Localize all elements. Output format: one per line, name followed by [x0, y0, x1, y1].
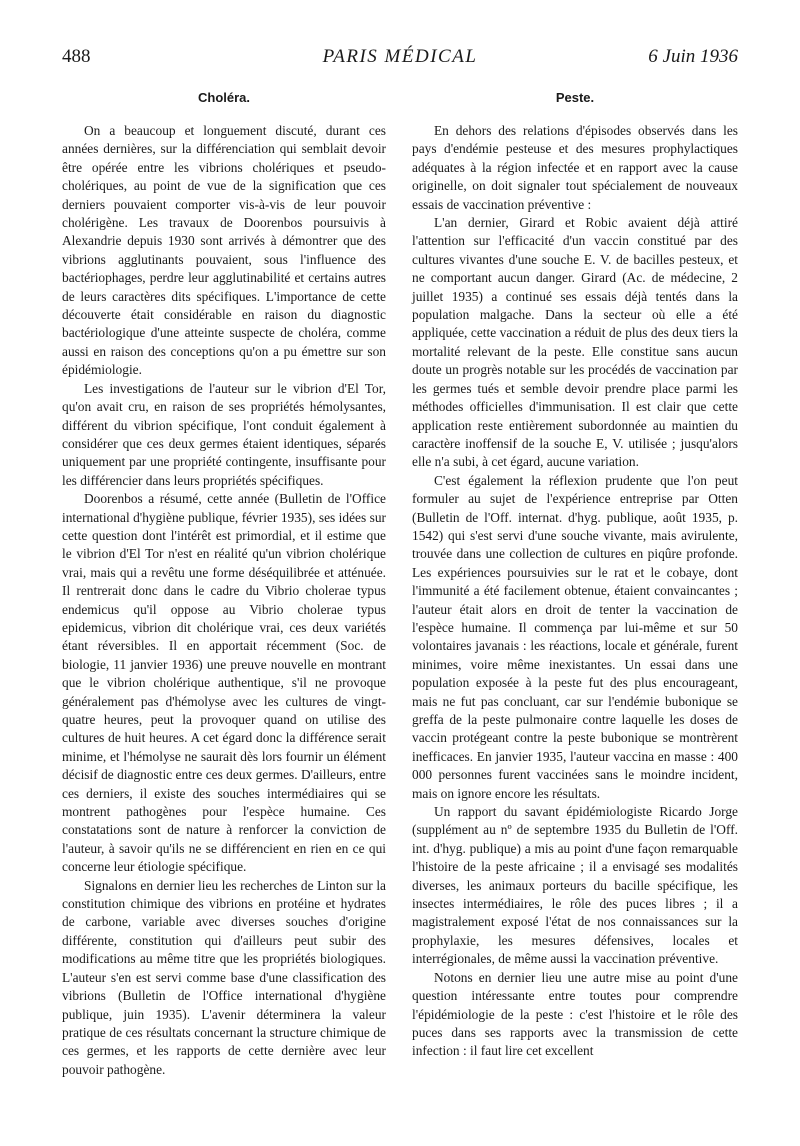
- cholera-paragraph: Les investigations de l'auteur sur le vibrion d'El Tor, qu'on avait cru, en raison de ses propriétés hémolysantes, différent du vibrion spécifique, l'ont conduit également à considérer que ces deux germes étaient identiques, séparés uniquement par une propriété contingente, insuffisante pour les différencier dans leurs propriétés spécifiques.: [62, 380, 386, 488]
- peste-paragraph: C'est également la réflexion prudente que l'on peut formuler au sujet de l'expérience entreprise par Otten (Bulletin de l'Off. internat. d'hyg. publique, août 1935, p. 1542) qui s'est servi d'une souche vivante, mais avirulente, trouvée dans une collection de cultures en piqûre profonde. Les expériences poursuivies sur le rat et le cobaye, dont l'immunité a été facilement obtenue, étaient convaincantes ; l'auteur était alors en droit de tenter la vaccination de l'espèce humaine. Il commença par lui-même et sur 50 volontaires javanais : les réactions, locale et générale, furent minimes, voire même inexistantes. Un essai dans une population exposée à la peste fut des plus encourageant, mais ne fut pas concluant, car sur l'endémie bubonique se greffa de la peste pulmonaire contre laquelle les doses de vaccin protégeant contre la peste bubonique se montrèrent inefficaces. En janvier 1935, l'auteur vaccina en masse : 400 000 personnes furent vaccinées sans le moindre incident, mais on ignore encore les résultats.: [412, 472, 738, 801]
- peste-paragraph: Un rapport du savant épidémiologiste Ricardo Jorge (supplément au nº de septembre 1935 du Bulletin de l'Off. int. d'hyg. publique) a mis au point d'une façon remarquable l'histoire de la peste africaine ; il a envisagé ses modalités diverses, les animaux porteurs du bacille spécifique, les insectes intermédiaires, le rôle des puces libres ; il a magistralement exposé l'état de nos connaissances sur la prophylaxie, les mesures défensives, locales et interrégionales, de même aussi la vaccination préventive.: [412, 804, 738, 967]
- cholera-paragraph: Doorenbos a résumé, cette année (Bulletin de l'Office international d'hygiène publique, février 1935), ses idées sur cette question dont l'intérêt est primordial, et il estime que le vibrion d'El Tor n'est en réalité qu'un vibrion cholérique vrai, mais qui a revêtu une forme déséquilibrée et atténuée. Il rentrerait donc dans le cadre du Vibrio cholerae typus endemicus qu'il oppose au Vibrio cholerae typus epidemicus, vibrion dit cholérique vrai, ces deux variétés étant réversibles. Il en apportait récemment (Soc. de biologie, 11 janvier 1936) une preuve nouvelle en montrant que le vibrion cholérique authentique, s'il ne provoque généralement pas d'hémolyse avec les cultures de vingt-quatre heures, peut la provoquer quand on utilise des cultures de huit heures. A cet égard donc la différence serait minime, et l'hémolyse ne saurait dès lors fournir un élément décisif de diagnostic entre ces deux germes. D'ailleurs, entre ces derniers, il existe des souches intermédiaires qui se montrent pathogènes pour l'espèce humaine. Ces constatations sont de nature à renforcer la conviction de l'auteur, à savoir qu'ils ne se différencient en rien en ce qui concerne leur étiologie spécifique.: [62, 491, 386, 875]
- page-number: 488: [62, 46, 91, 67]
- cholera-paragraph: On a beaucoup et longuement discuté, durant ces années dernières, sur la différenciation qui semblait devoir être opérée entre les vibrions cholériques et pseudo-cholériques, au point de vue de la signification que ces derniers pouvaient comporter vis-à-vis de leur pouvoir cholérigène. Les travaux de Doorenbos poursuivis à Alexandrie depuis 1930 sont arrivés à démontrer que des vibrions agglutinants pouvaient, sous l'influence des bactériophages, perdre leur agglutinabilité et certains autres de leurs caractères dits spécifiques. L'importance de cette découverte était considérable en raison du diagnostic bactériologique d'une atteinte suspecte de choléra, comme aussi en raison des conceptions qu'on a pu émettre sur son épidémiologie.: [62, 123, 386, 378]
- peste-paragraph: L'an dernier, Girard et Robic avaient déjà attiré l'attention sur l'efficacité d'un vaccin constitué par des cultures vivantes d'une souche E. V. de bacilles pesteux, et ne comportant aucun danger. Girard (Ac. de médecine, 2 juillet 1935) a continué ses essais déjà tentés dans la population malgache. Dans la secteur où elle a été appliquée, cette vaccination a réduit de plus des deux tiers la mortalité relevant de la peste. Elle constitue sans aucun doute un progrès notable sur les procédés de vaccination par les germes tués et semble devoir prendre place parmi les méthodes officielles d'immunisation. Il est clair que cette application reste entièrement subordonnée au maintien du caractère inoffensif de la souche E, V. utilisée ; jusqu'alors elle n'a subi, à cet égard, aucune variation.: [412, 215, 738, 470]
- peste-paragraph: Notons en dernier lieu une autre mise au point d'une question intéressante entre toutes pour comprendre l'épidémiologie de la peste : c'est l'histoire et le rôle des puces dans ses rapports avec la transmission de cette infection : il faut lire cet excellent: [412, 969, 738, 1059]
- left-column-cholera: [62, 90, 386, 1079]
- right-column-peste: [412, 90, 738, 1061]
- cholera-paragraph: Signalons en dernier lieu les recherches de Linton sur la constitution chimique des vibrions en protéine et hydrates de carbone, variable avec diverses souches d'origine différente, constitution qui d'ailleurs peut subir des modifications au même titre que les propriétés biologiques. L'auteur s'en est servi comme base d'une classification des vibrions (Bulletin de l'Office international d'hygiène publique, juin 1935). L'avenir déterminera la valeur pratique de ces résultats concernant la structure chimique de ces germes, et les rapports de cette dernière avec leur pouvoir pathogène.: [62, 877, 386, 1077]
- section-title-cholera: Choléra.: [197, 90, 250, 105]
- issue-date: 6 Juin 1936: [648, 46, 738, 67]
- peste-paragraph: En dehors des relations d'épisodes observés dans les pays d'endémie pesteuse et des mesures prophylactiques adéquates à la région infectée et en rapport avec la cause originelle, on doit signaler tout spécialement de nouveaux essais de vaccination préventive :: [412, 123, 738, 212]
- running-header: [62, 46, 738, 76]
- section-title-peste: Peste.: [555, 90, 595, 105]
- journal-title: PARIS MÉDICAL: [322, 46, 478, 67]
